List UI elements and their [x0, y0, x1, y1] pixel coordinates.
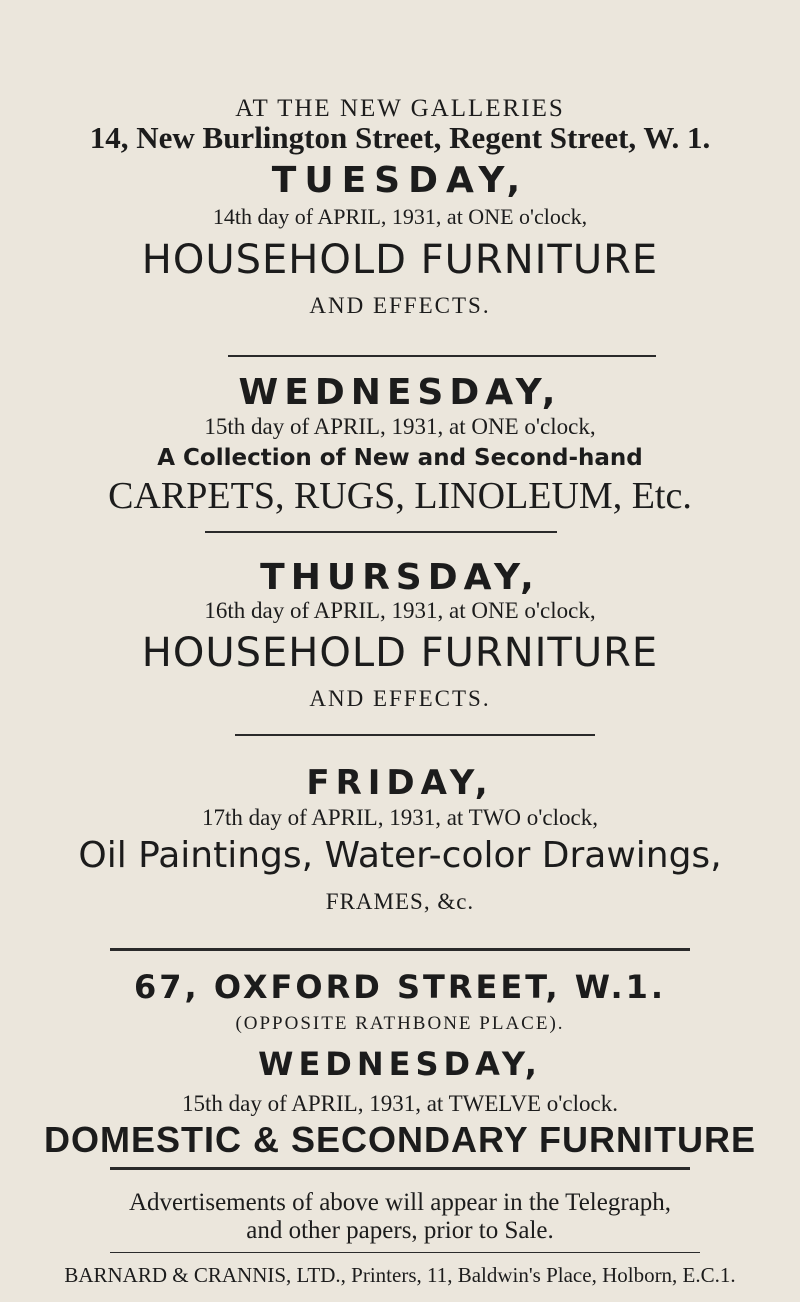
- divider: [110, 1252, 700, 1253]
- sale-subtitle-thursday: AND EFFECTS.: [309, 686, 491, 711]
- sale-subtitle-friday: FRAMES, &c.: [325, 889, 475, 914]
- divider: [110, 948, 690, 951]
- second-venue-title: DOMESTIC & SECONDARY FURNITURE: [43, 1119, 757, 1160]
- sale-title-friday: Oil Paintings, Water-color Drawings,: [78, 835, 722, 876]
- second-venue-address: 67, OXFORD STREET, W.1.: [133, 968, 667, 1006]
- sale-day-oxford: WEDNESDAY,: [258, 1045, 542, 1083]
- sale-title-tuesday: HOUSEHOLD FURNITURE: [141, 237, 659, 283]
- sale-date-wednesday: 15th day of APRIL, 1931, at ONE o'clock,: [204, 414, 596, 439]
- divider: [205, 531, 557, 533]
- sale-day-friday: FRIDAY,: [306, 763, 494, 803]
- venue-heading: AT THE NEW GALLERIES: [235, 95, 565, 122]
- sale-title-wednesday: CARPETS, RUGS, LINOLEUM, Etc.: [108, 475, 692, 517]
- sale-day-wednesday: WEDNESDAY,: [238, 372, 562, 413]
- sale-date-tuesday: 14th day of APRIL, 1931, at ONE o'clock,: [212, 204, 588, 229]
- sale-subtitle-tuesday: AND EFFECTS.: [309, 293, 491, 318]
- venue-address: 14, New Burlington Street, Regent Street, W. 1.: [89, 120, 711, 155]
- notice-line-1: Advertisements of above will appear in the Telegraph,: [128, 1189, 672, 1216]
- divider: [235, 734, 595, 736]
- sale-date-thursday: 16th day of APRIL, 1931, at ONE o'clock,: [204, 598, 596, 623]
- sale-intro-wednesday: A Collection of New and Second-hand: [157, 445, 643, 471]
- sale-date-oxford: 15th day of APRIL, 1931, at TWELVE o'clock.: [182, 1091, 618, 1116]
- divider: [110, 1167, 690, 1170]
- printer-line: BARNARD & CRANNIS, LTD., Printers, 11, Baldwin's Place, Holborn, E.C.1.: [64, 1263, 736, 1287]
- sale-day-thursday: THURSDAY,: [260, 557, 540, 598]
- second-venue-note: (OPPOSITE RATHBONE PLACE).: [235, 1013, 565, 1034]
- sale-title-thursday: HOUSEHOLD FURNITURE: [141, 630, 659, 676]
- divider: [228, 355, 656, 357]
- sale-day-tuesday: TUESDAY,: [271, 160, 529, 201]
- notice-line-2: and other papers, prior to Sale.: [246, 1217, 554, 1244]
- sale-date-friday: 17th day of APRIL, 1931, at TWO o'clock,: [202, 805, 598, 830]
